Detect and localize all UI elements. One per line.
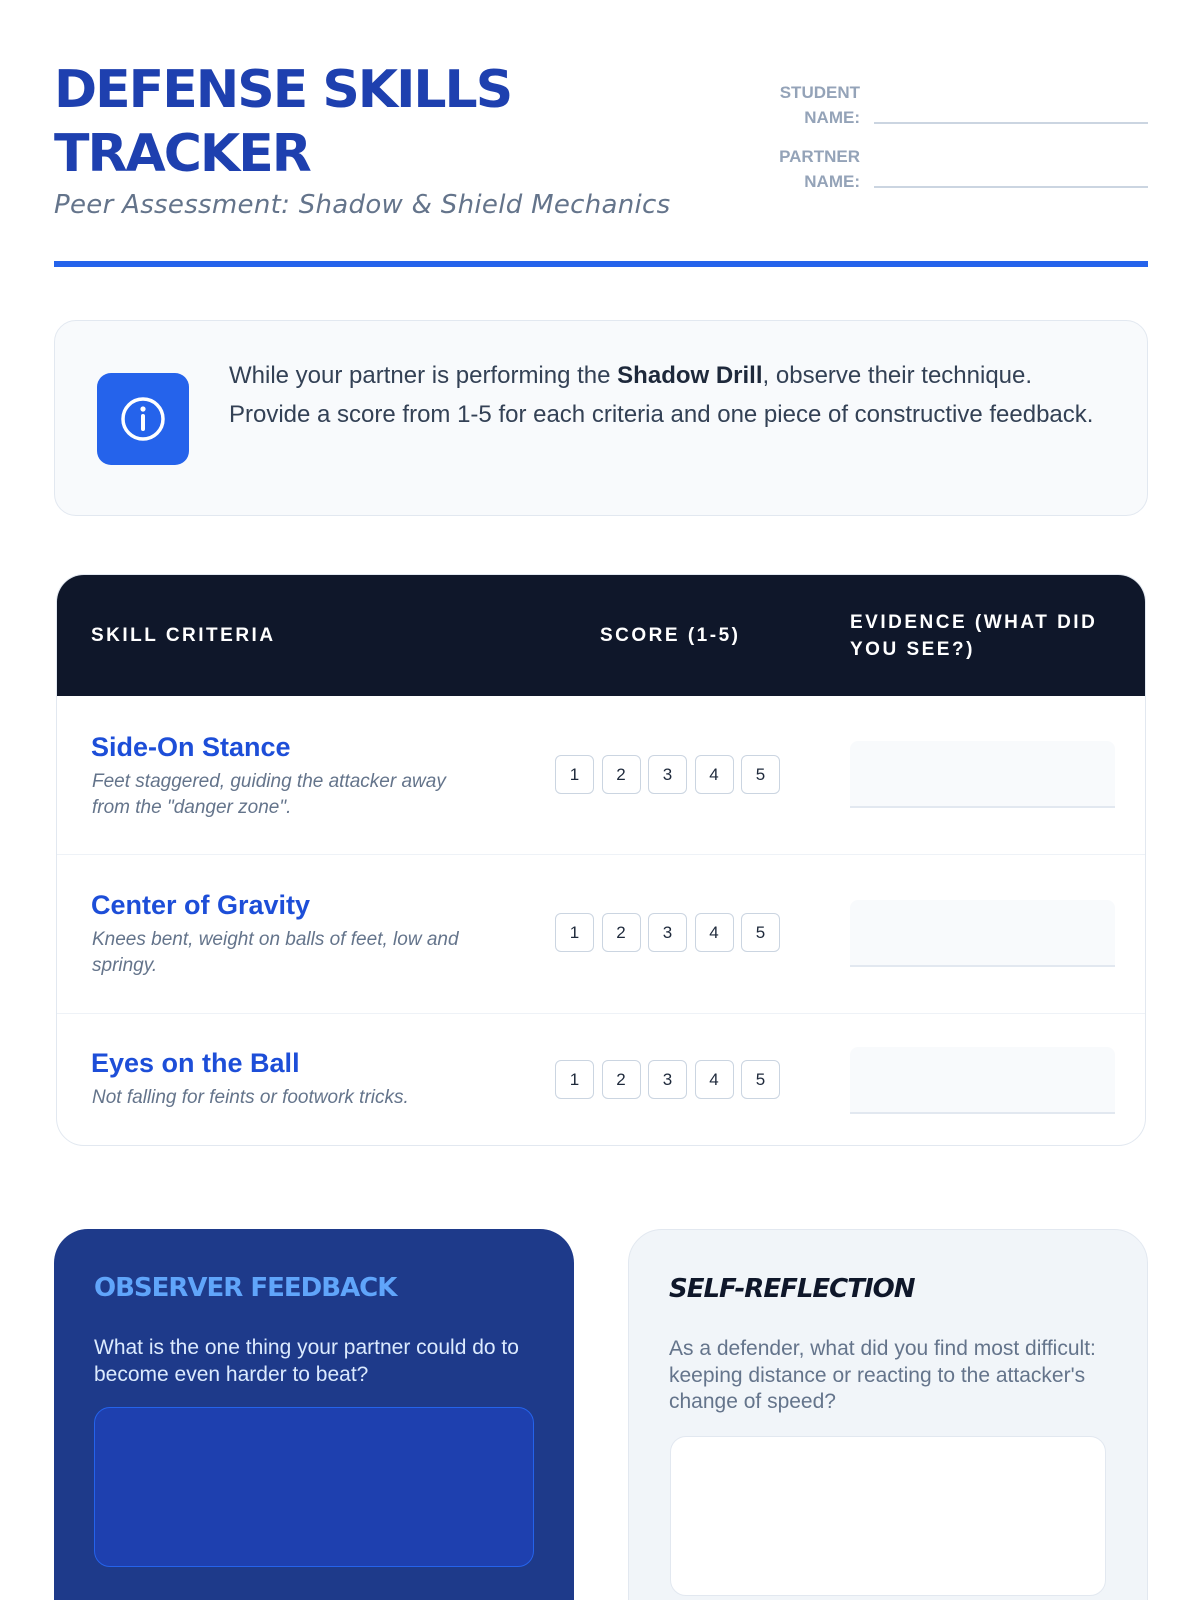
criteria-description: Not falling for feints or footwork tricks. [92,1087,409,1108]
name-fields [778,80,1148,208]
score-option[interactable]: 1 [555,1060,594,1099]
partner-name-row [778,144,1148,194]
criteria-title: Eyes on the Ball [91,1048,300,1078]
column-header-evidence: EVIDENCE (WHAT DID YOU SEE?) [850,612,1098,660]
score-options [555,755,788,794]
self-reflection-title: SELF-REFLECTION [669,1274,915,1304]
evidence-field[interactable] [850,1047,1115,1114]
score-option[interactable]: 1 [555,913,594,952]
instructions-box [54,320,1148,516]
observer-feedback-field[interactable] [94,1407,534,1567]
table-row [57,855,1145,1014]
page-header [54,58,1148,268]
page-title: DEFENSE SKILLS TRACKER [54,60,512,184]
column-header-criteria: SKILL CRITERIA [91,625,276,646]
observer-feedback-prompt: What is the one thing your partner could do to become even harder to beat? [94,1336,519,1386]
self-reflection-field[interactable] [670,1436,1106,1596]
drill-name: Shadow Drill [617,362,763,389]
header-divider [54,261,1148,267]
student-name-field[interactable] [874,122,1148,124]
skills-table [56,574,1146,1146]
table-row [57,1014,1145,1146]
score-option[interactable]: 4 [695,913,734,952]
observer-feedback-card [54,1229,574,1600]
instructions-text-end: , observe their technique. Provide a score from 1-5 for each criteria and one piece of constructive feedback. [229,362,1094,428]
instructions-text-start: While your partner is performing the [229,362,618,389]
column-header-score: SCORE (1-5) [600,625,741,646]
instructions-text [229,357,1109,434]
partner-name-field[interactable] [874,186,1148,188]
score-option[interactable]: 3 [648,1060,687,1099]
score-option[interactable]: 4 [695,755,734,794]
evidence-field[interactable] [850,900,1115,967]
score-option[interactable]: 2 [602,913,641,952]
criteria-description: Knees bent, weight on balls of feet, low and springy. [92,929,459,976]
partner-name-label: PARTNER NAME: [779,147,860,191]
self-reflection-card [628,1229,1148,1600]
student-name-label: STUDENT NAME: [779,83,860,127]
score-option[interactable]: 2 [602,1060,641,1099]
score-options [555,913,788,952]
score-option[interactable]: 1 [555,755,594,794]
evidence-field[interactable] [850,741,1115,808]
score-option[interactable]: 3 [648,755,687,794]
score-option[interactable]: 5 [741,913,780,952]
info-icon [97,373,189,465]
score-option[interactable]: 2 [602,755,641,794]
criteria-description: Feet staggered, guiding the attacker away from the "danger zone". [92,771,446,818]
score-options [555,1060,788,1099]
observer-feedback-title: OBSERVER FEEDBACK [94,1273,397,1303]
score-option[interactable]: 3 [648,913,687,952]
page-subtitle: Peer Assessment: Shadow & Shield Mechanics [54,190,671,220]
score-option[interactable]: 5 [741,755,780,794]
table-row [57,696,1145,855]
criteria-title: Center of Gravity [91,890,311,920]
table-header [57,575,1145,696]
self-reflection-prompt: As a defender, what did you find most difficult: keeping distance or reacting to the attacker's change of speed? [669,1337,1096,1413]
score-option[interactable]: 5 [741,1060,780,1099]
criteria-title: Side-On Stance [91,732,291,762]
student-name-row [778,80,1148,130]
score-option[interactable]: 4 [695,1060,734,1099]
